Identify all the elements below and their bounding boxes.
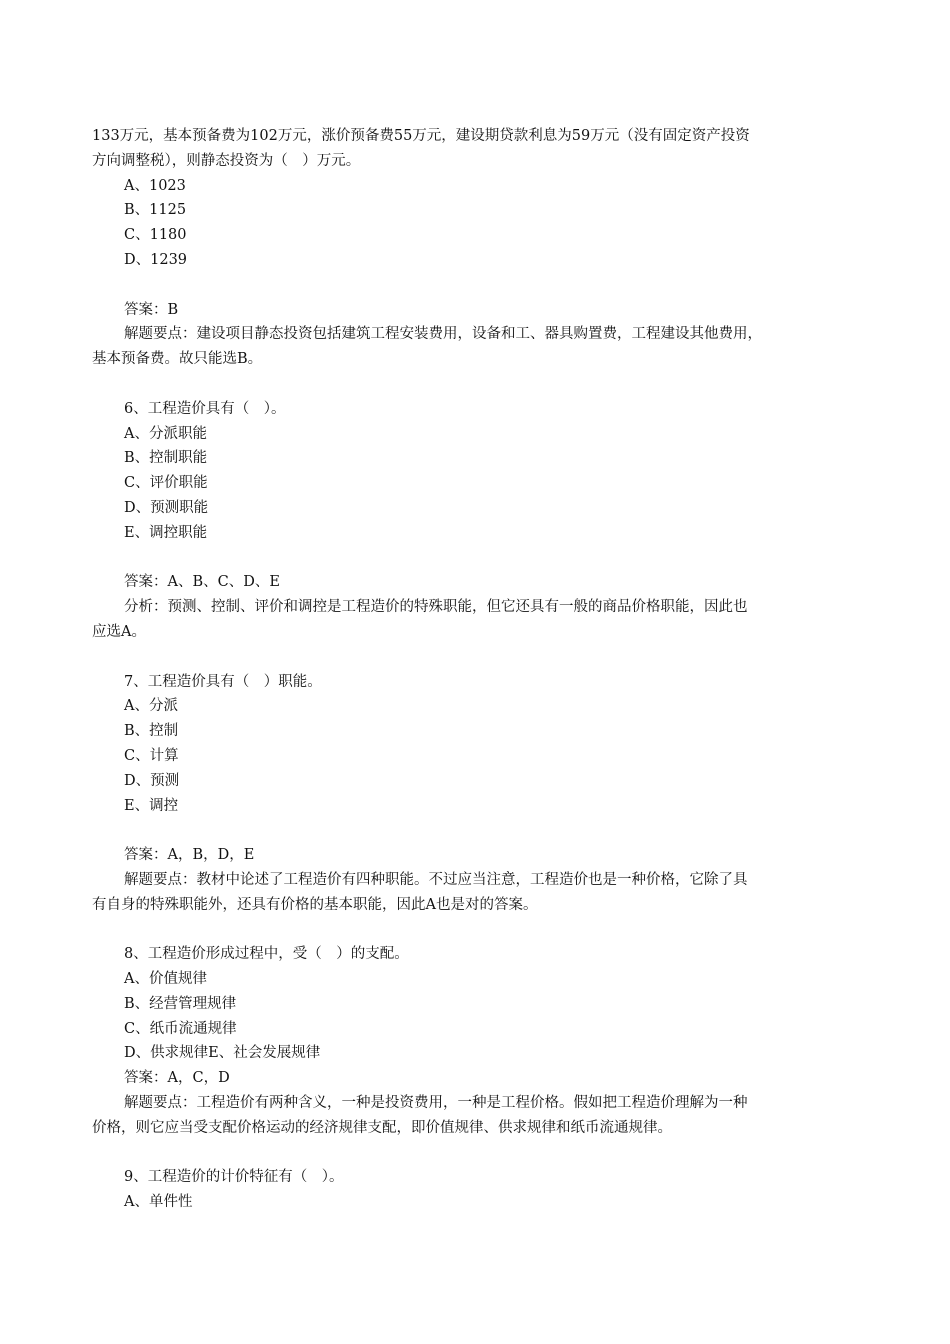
option-d-e: D、供求规律E、社会发展规律	[124, 1045, 321, 1062]
question-9	[92, 1165, 860, 1215]
question-6-text: 6、工程造价具有（ ）。	[124, 400, 286, 417]
spacer	[92, 546, 860, 571]
option-a: A、分派	[124, 698, 178, 715]
question-5	[92, 124, 860, 372]
option-d: D、预测	[124, 772, 180, 789]
option-c: C、1180	[124, 227, 187, 244]
option-a: A、单件性	[124, 1194, 193, 1211]
spacer	[92, 273, 860, 298]
explanation-line-1: 解题要点：建设项目静态投资包括建筑工程安装费用，设备和工、器具购置费，工程建设其他费用，	[124, 326, 762, 343]
explanation-line-2: 价格，则它应当受支配价格运动的经济规律支配，即价值规律、供求规律和纸币流通规律。	[92, 1119, 672, 1136]
option-b: B、控制	[124, 723, 179, 740]
question-7-text: 7、工程造价具有（ ）职能。	[124, 673, 322, 690]
option-c: C、计算	[124, 747, 179, 764]
question-7	[92, 670, 860, 918]
answer: 答案：B	[124, 301, 179, 318]
answer: 答案：A，C，D	[124, 1070, 230, 1087]
explanation-line-1: 解题要点：工程造价有两种含义，一种是投资费用，一种是工程价格。假如把工程造价理解为一种	[124, 1095, 748, 1112]
spacer	[92, 645, 860, 670]
question-5-text-line-1: 133万元，基本预备费为102万元，涨价预备费55万元，建设期贷款利息为59万元（没有固定资产投资	[92, 128, 750, 144]
question-8-text: 8、工程造价形成过程中，受（ ）的支配。	[124, 946, 409, 963]
spacer	[92, 1141, 860, 1166]
answer: 答案：A、B、C、D、E	[124, 574, 280, 591]
option-b: B、1125	[124, 202, 187, 219]
spacer	[92, 818, 860, 843]
explanation-line-2: 应选A。	[92, 623, 146, 640]
option-e: E、调控	[124, 797, 179, 814]
option-a: A、分派职能	[124, 425, 207, 442]
question-5-text-line-2: 方向调整税），则静态投资为（ ）万元。	[92, 152, 361, 169]
question-6	[92, 397, 860, 645]
question-8	[92, 942, 860, 1140]
option-a: A、价值规律	[124, 971, 207, 988]
spacer	[92, 918, 860, 943]
option-d: D、预测职能	[124, 499, 209, 516]
explanation-line-1: 解题要点：教材中论述了工程造价有四种职能。不过应当注意，工程造价也是一种价格，它除了具	[124, 871, 748, 888]
explanation-line-2: 有自身的特殊职能外，还具有价格的基本职能，因此A也是对的答案。	[92, 896, 538, 913]
document-page	[92, 124, 860, 1215]
option-b: B、经营管理规律	[124, 995, 237, 1012]
option-b: B、控制职能	[124, 450, 208, 467]
explanation-line-2: 基本预备费。故只能选B。	[92, 351, 263, 368]
option-e: E、调控职能	[124, 524, 208, 541]
option-d: D、1239	[124, 251, 188, 268]
question-9-text: 9、工程造价的计价特征有（ ）。	[124, 1169, 344, 1186]
option-c: C、纸币流通规律	[124, 1020, 237, 1037]
explanation-line-1: 分析：预测、控制、评价和调控是工程造价的特殊职能，但它还具有一般的商品价格职能，因此也	[124, 599, 748, 616]
answer: 答案：A，B，D，E	[124, 847, 255, 864]
spacer	[92, 372, 860, 397]
option-c: C、评价职能	[124, 475, 208, 492]
option-a: A、1023	[124, 177, 186, 194]
